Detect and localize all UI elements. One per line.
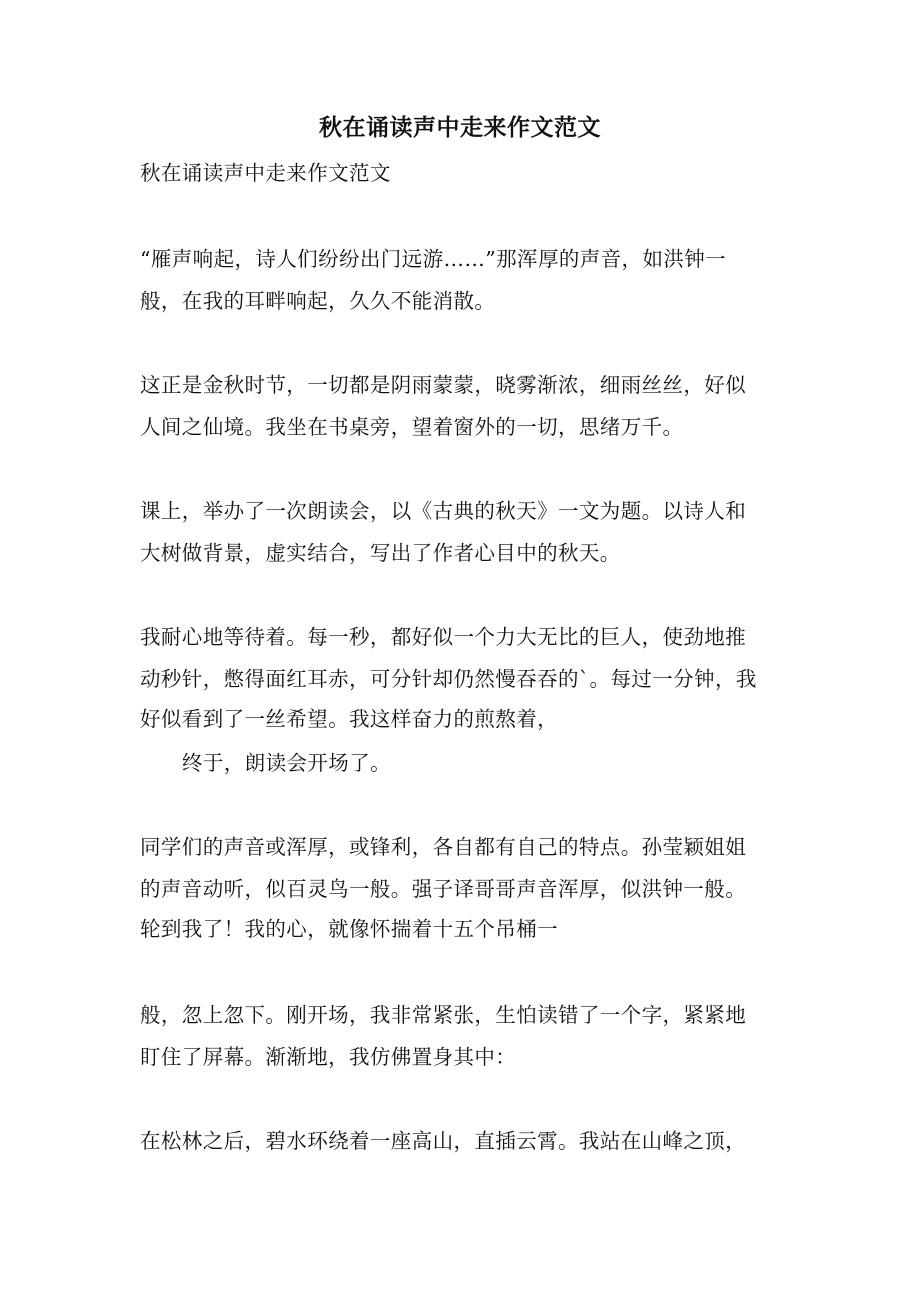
paragraph-4-line-3: 好似看到了一丝希望。我这样奋力的煎熬着， <box>140 707 558 731</box>
paragraph-1-line-1: “雁声响起，诗人们纷纷出门远游……”那浑厚的声音，如洪钟一 <box>140 247 727 271</box>
paragraph-1-line-2: 般，在我的耳畔响起，久久不能消散。 <box>140 289 496 313</box>
subtitle-line: 秋在诵读声中走来作文范文 <box>140 161 391 185</box>
paragraph-4-line-2: 动秒针，憋得面红耳赤，可分针却仍然慢吞吞的`。每过一分钟，我 <box>140 667 757 691</box>
paragraph-2-line-2: 人间之仙境。我坐在书桌旁，望着窗外的一切，思绪万千。 <box>140 415 684 439</box>
paragraph-7-line-1: 般，忽上忽下。刚开场，我非常紧张，生怕读错了一个字，紧紧地 <box>140 1003 747 1027</box>
paragraph-6-line-3: 轮到我了！我的心，就像怀揣着十五个吊桶一 <box>140 917 558 941</box>
paragraph-7-line-2: 盯住了屏幕。渐渐地，我仿佛置身其中： <box>140 1045 517 1069</box>
paragraph-8-line-1: 在松林之后，碧水环绕着一座高山，直插云霄。我站在山峰之顶， <box>140 1129 747 1153</box>
paragraph-5-line-1: 终于，朗读会开场了。 <box>182 751 391 775</box>
paragraph-2-line-1: 这正是金秋时节，一切都是阴雨蒙蒙，晓雾渐浓，细雨丝丝，好似 <box>140 373 747 397</box>
paragraph-6-line-1: 同学们的声音或浑厚，或锋利，各自都有自己的特点。孙莹颖姐姐 <box>140 835 747 859</box>
paragraph-3-line-1: 课上，举办了一次朗读会，以《古典的秋天》一文为题。以诗人和 <box>140 499 747 523</box>
document-title: 秋在诵读声中走来作文范文 <box>319 114 601 141</box>
paragraph-3-line-2: 大树做背景，虚实结合，写出了作者心目中的秋天。 <box>140 541 621 565</box>
paragraph-4-line-1: 我耐心地等待着。每一秒，都好似一个力大无比的巨人，使劲地推 <box>140 625 747 649</box>
paragraph-6-line-2: 的声音动听，似百灵鸟一般。强子译哥哥声音浑厚，似洪钟一般。 <box>140 877 747 901</box>
